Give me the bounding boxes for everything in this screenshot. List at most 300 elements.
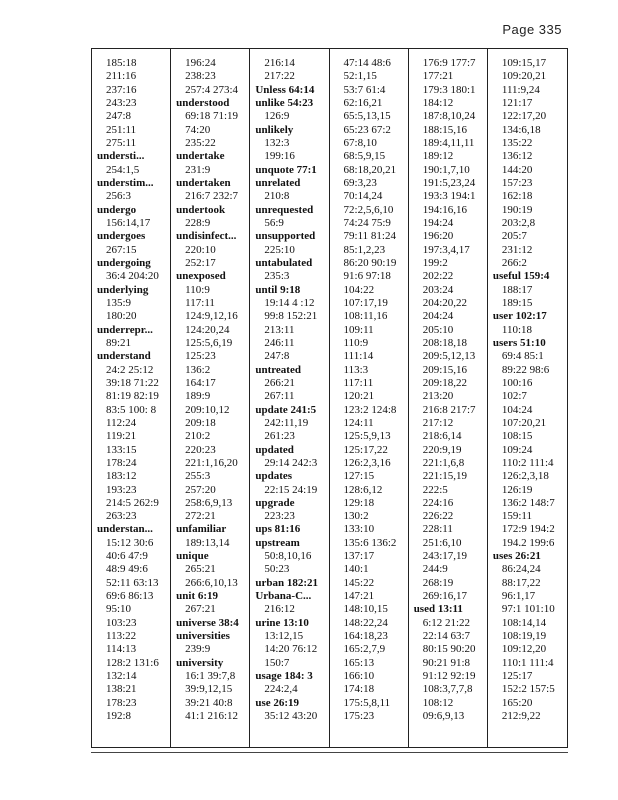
index-term: underrepr... [97, 323, 153, 336]
bottom-rule [91, 752, 568, 753]
index-reference: 107:20,21 [501, 416, 547, 429]
index-reference: 125:5,9,13 [343, 430, 391, 443]
index-reference: 239:9 [185, 643, 211, 656]
index-reference: 72:2,5,6,10 [343, 203, 394, 216]
index-term: Urbana-C... [255, 590, 312, 603]
index-reference: 224:2,4 [264, 683, 298, 696]
index-reference: 123:2 124:8 [343, 403, 397, 416]
index-reference: 132:3 [264, 136, 290, 149]
index-reference: 164:18,23 [343, 630, 388, 643]
index-reference: 220:10 [185, 243, 216, 256]
index-reference: 81:19 82:19 [106, 390, 159, 403]
index-reference: 175:5,8,11 [343, 696, 391, 709]
index-reference: 125:17,22 [343, 443, 388, 456]
index-reference: 190:1,7,10 [422, 163, 470, 176]
index-reference: 65:23 67:2 [343, 123, 391, 136]
index-reference: 104:22 [343, 283, 375, 296]
index-reference: 180:20 [106, 310, 137, 323]
index-reference: 244:9 [422, 563, 448, 576]
index-reference: 126:19 [501, 483, 533, 496]
index-reference: 205:10 [422, 323, 454, 336]
index-reference: 174:18 [343, 683, 375, 696]
index-reference: 110:9 [185, 283, 210, 296]
index-reference: 263:23 [106, 510, 137, 523]
index-reference: 196:24 [185, 57, 216, 69]
index-reference: 216:12 [264, 603, 295, 616]
index-reference: 133:15 [106, 443, 137, 456]
index-reference: 189:4,11,11 [422, 136, 475, 149]
index-reference: 128:6,12 [343, 483, 383, 496]
index-reference: 97:1 101:10 [501, 603, 555, 616]
index-reference: 162:18 [501, 190, 533, 203]
index-reference: 109:11 [343, 323, 374, 336]
index-reference: 52:11 63:13 [106, 576, 159, 589]
index-term: undertaken [176, 176, 231, 189]
index-reference: 90:21 91:8 [422, 656, 471, 669]
index-reference: 48:9 49:6 [106, 563, 148, 576]
index-reference: 178:23 [106, 696, 137, 709]
index-reference: 145:22 [343, 576, 375, 589]
index-reference: 119:21 [106, 430, 137, 443]
index-reference: 114:13 [106, 643, 137, 656]
index-reference: 74:20 [185, 123, 211, 136]
index-term: understan... [97, 523, 153, 536]
index-reference: 136:2 148:7 [501, 496, 555, 509]
index-reference: 108:14,14 [501, 616, 547, 629]
index-reference: 117:11 [185, 296, 215, 309]
index-reference: 204:20,22 [422, 296, 467, 309]
index-reference: 216:8 217:7 [422, 403, 476, 416]
index-term: use 26:19 [255, 696, 300, 709]
index-term: urban 182:21 [255, 576, 318, 589]
index-term: understood [176, 96, 230, 109]
index-reference: 108:15 [501, 430, 533, 443]
index-reference: 209:18,22 [422, 376, 467, 389]
index-reference: 210:2 [185, 430, 211, 443]
index-reference: 165:2,7,9 [343, 643, 386, 656]
index-reference: 107:17,19 [343, 296, 388, 309]
index-reference: 221:1,16,20 [185, 456, 238, 469]
index-reference: 251:11 [106, 123, 137, 136]
index-reference: 205:7 [501, 230, 527, 243]
index-reference: 109:20,21 [501, 70, 547, 83]
index-reference: 96:1,17 [501, 590, 536, 603]
index-reference: 231:9 [185, 163, 211, 176]
index-reference: 35:12 43:20 [264, 710, 318, 723]
index-reference: 165:13 [343, 656, 375, 669]
index-column-2 [171, 49, 250, 747]
index-reference: 135:6 136:2 [343, 536, 397, 549]
index-reference: 225:10 [264, 243, 295, 256]
index-reference: 179:3 180:1 [422, 83, 476, 96]
index-column-3 [250, 49, 329, 747]
index-reference: 220:9,19 [422, 443, 462, 456]
index-reference: 36:4 204:20 [106, 270, 159, 283]
index-reference: 147:21 [343, 590, 375, 603]
index-reference: 235:3 [264, 270, 290, 283]
index-reference: 127:15 [343, 470, 375, 483]
index-reference: 150:7 [264, 656, 290, 669]
index-reference: 189:9 [185, 390, 211, 403]
index-term: upgrade [255, 496, 295, 509]
index-reference: 251:6,10 [422, 536, 462, 549]
index-term: user 102:17 [492, 310, 547, 323]
index-reference: 176:9 177:7 [422, 57, 476, 69]
index-reference: 110:18 [501, 323, 533, 336]
index-reference: 235:22 [185, 136, 216, 149]
index-reference: 91:6 97:18 [343, 270, 391, 283]
index-term: update 241:5 [255, 403, 317, 416]
index-reference: 209:5,12,13 [422, 350, 476, 363]
index-term: updated [255, 443, 294, 456]
index-reference: 267:15 [106, 243, 137, 256]
index-reference: 19:14 4 :12 [264, 296, 315, 309]
index-reference: 203:2,8 [501, 216, 536, 229]
index-reference: 165:20 [501, 696, 533, 709]
index-reference: 88:17,22 [501, 576, 541, 589]
index-reference: 68:5,9,15 [343, 150, 386, 163]
index-reference: 15:12 30:6 [106, 536, 154, 549]
index-reference: 157:23 [501, 176, 533, 189]
index-reference: 124:11 [343, 416, 374, 429]
index-reference: 86:24,24 [501, 563, 541, 576]
index-reference: 69:3,23 [343, 176, 377, 189]
index-term: unit 6:19 [176, 590, 219, 603]
index-reference: 224:16 [422, 496, 454, 509]
index-reference: 39:21 40:8 [185, 696, 233, 709]
index-reference: 209:15,16 [422, 363, 467, 376]
index-reference: 113:22 [106, 630, 137, 643]
index-reference: 69:4 85:1 [501, 350, 544, 363]
index-reference: 218:6,14 [422, 430, 462, 443]
index-reference: 247:8 [106, 110, 132, 123]
index-term: understand [97, 350, 151, 363]
index-reference: 193:23 [106, 483, 137, 496]
index-reference: 197:3,4,17 [422, 243, 470, 256]
index-reference: 209:10,12 [185, 403, 230, 416]
index-reference: 108:11,16 [343, 310, 388, 323]
index-reference: 265:21 [185, 563, 216, 576]
index-reference: 267:21 [185, 603, 216, 616]
index-column-5 [409, 49, 488, 747]
index-reference: 228:11 [422, 523, 453, 536]
index-reference: 126:9 [264, 110, 290, 123]
index-reference: 140:1 [343, 563, 369, 576]
index-reference: 124:20,24 [185, 323, 230, 336]
index-reference: 212:9,22 [501, 710, 541, 723]
index-reference: 226:22 [422, 510, 454, 523]
index-term: urine 13:10 [255, 616, 309, 629]
index-reference: 210:8 [264, 190, 290, 203]
index-reference: 135:9 [106, 296, 132, 309]
index-column-6 [488, 49, 567, 747]
index-term: undergoes [97, 230, 146, 243]
index-reference: 110:1 111:4 [501, 656, 554, 669]
index-reference: 134:6,18 [501, 123, 541, 136]
index-reference: 188:17 [501, 283, 533, 296]
index-reference: 130:2 [343, 510, 369, 523]
index-reference: 223:23 [264, 510, 295, 523]
index-reference: 196:20 [422, 230, 454, 243]
index-term: unrelated [255, 176, 301, 189]
index-reference: 133:10 [343, 523, 375, 536]
index-reference: 266:21 [264, 376, 295, 389]
index-reference: 29:14 242:3 [264, 456, 318, 469]
index-reference: 69:18 71:19 [185, 110, 239, 123]
index-reference: 16:1 39:7,8 [185, 670, 236, 683]
index-reference: 237:16 [106, 83, 137, 96]
index-reference: 214:5 262:9 [106, 496, 159, 509]
index-reference: 189:13,14 [185, 536, 230, 549]
index-reference: 39:9,12,15 [185, 683, 233, 696]
index-term: untabulated [255, 256, 313, 269]
index-reference: 252:17 [185, 256, 216, 269]
index-reference: 62:16,21 [343, 96, 383, 109]
index-reference: 120:21 [343, 390, 375, 403]
index-reference: 125:5,6,19 [185, 336, 233, 349]
index-reference: 254:1,5 [106, 163, 140, 176]
index-term: uses 26:21 [492, 550, 541, 563]
index-reference: 70:14,24 [343, 190, 383, 203]
index-reference: 95:10 [106, 603, 132, 616]
index-term: until 9:18 [255, 283, 301, 296]
index-reference: 216:7 232:7 [185, 190, 239, 203]
index-reference: 269:16,17 [422, 590, 467, 603]
index-reference: 183:12 [106, 470, 137, 483]
index-reference: 50:8,10,16 [264, 550, 312, 563]
index-reference: 156:14,17 [106, 216, 151, 229]
index-reference: 199:16 [264, 150, 295, 163]
index-reference: 268:19 [422, 576, 454, 589]
index-term: ups 81:16 [255, 523, 301, 536]
index-reference: 193:3 194:1 [422, 190, 476, 203]
index-reference: 228:9 [185, 216, 211, 229]
index-term: unexposed [176, 270, 226, 283]
index-reference: 09:6,9,13 [422, 710, 465, 723]
index-reference: 79:11 81:24 [343, 230, 396, 243]
index-term: users 51:10 [492, 336, 546, 349]
index-reference: 144:20 [501, 163, 533, 176]
index-reference: 178:24 [106, 456, 137, 469]
index-reference: 189:12 [422, 150, 454, 163]
index-reference: 109:12,20 [501, 643, 547, 656]
index-reference: 137:17 [343, 550, 375, 563]
index-reference: 231:12 [501, 243, 533, 256]
index-term: upstream [255, 536, 300, 549]
index-reference: 83:5 100: 8 [106, 403, 157, 416]
index-reference: 148:22,24 [343, 616, 388, 629]
index-reference: 194:24 [422, 216, 454, 229]
index-reference: 74:24 75:9 [343, 216, 391, 229]
index-reference: 184:12 [422, 96, 454, 109]
index-reference: 275:11 [106, 136, 137, 149]
index-reference: 221:15,19 [422, 470, 467, 483]
index-reference: 243:23 [106, 96, 137, 109]
index-reference: 194.2 199:6 [501, 536, 555, 549]
index-reference: 50:23 [264, 563, 290, 576]
index-reference: 89:22 98:6 [501, 363, 550, 376]
index-reference: 108:12 [422, 696, 454, 709]
index-reference: 117:11 [343, 376, 374, 389]
index-reference: 100:16 [501, 376, 533, 389]
index-reference: 113:3 [343, 363, 369, 376]
index-reference: 209:18 [185, 416, 216, 429]
index-reference: 185:18 [106, 57, 137, 69]
index-term: usage 184: 3 [255, 670, 313, 683]
index-reference: 136:2 [185, 363, 211, 376]
index-reference: 111:9,24 [501, 83, 540, 96]
index-reference: 216:14 [264, 57, 295, 69]
index-reference: 220:23 [185, 443, 216, 456]
index-reference: 203:24 [422, 283, 454, 296]
index-reference: 126:2,3,16 [343, 456, 391, 469]
index-reference: 86:20 90:19 [343, 256, 397, 269]
index-reference: 22:14 63:7 [422, 630, 471, 643]
index-reference: 14:20 76:12 [264, 643, 318, 656]
index-term: used 13:11 [413, 603, 463, 616]
index-term: unlikely [255, 123, 294, 136]
index-reference: 190:19 [501, 203, 533, 216]
index-term: unfamiliar [176, 523, 227, 536]
index-term: undertake [176, 150, 225, 163]
index-reference: 108:19,19 [501, 630, 547, 643]
index-reference: 242:11,19 [264, 416, 309, 429]
index-reference: 122:17,20 [501, 110, 547, 123]
index-term: unrequested [255, 203, 314, 216]
index-reference: 187:8,10,24 [422, 110, 476, 123]
index-reference: 6:12 21:22 [422, 616, 471, 629]
index-term: undergoing [97, 256, 151, 269]
index-reference: 85:1,2,23 [343, 243, 386, 256]
index-reference: 13:12,15 [264, 630, 304, 643]
index-reference: 132:14 [106, 670, 137, 683]
index-reference: 135:22 [501, 136, 533, 149]
index-term: university [176, 656, 224, 669]
index-reference: 213:20 [422, 390, 454, 403]
index-reference: 261:23 [264, 430, 295, 443]
index-reference: 102:7 [501, 390, 527, 403]
index-reference: 175:23 [343, 710, 375, 723]
index-reference: 189:15 [501, 296, 533, 309]
index-reference: 272:21 [185, 510, 216, 523]
index-reference: 258:6,9,13 [185, 496, 233, 509]
index-reference: 266:6,10,13 [185, 576, 238, 589]
index-term: updates [255, 470, 293, 483]
index-reference: 266:2 [501, 256, 527, 269]
index-term: undergo [97, 203, 137, 216]
index-reference: 124:9,12,16 [185, 310, 238, 323]
index-term: undisinfect... [176, 230, 237, 243]
index-reference: 41:1 216:12 [185, 710, 239, 723]
index-reference: 40:6 47:9 [106, 550, 148, 563]
index-reference: 39:18 71:22 [106, 376, 159, 389]
index-reference: 217:12 [422, 416, 454, 429]
index-reference: 136:12 [501, 150, 533, 163]
index-reference: 246:11 [264, 336, 295, 349]
index-reference: 125:17 [501, 670, 533, 683]
index-reference: 202:22 [422, 270, 454, 283]
index-column-1 [92, 49, 171, 747]
index-term: undertook [176, 203, 226, 216]
index-reference: 103:23 [106, 616, 137, 629]
index-reference: 47:14 48:6 [343, 57, 391, 69]
index-reference: 52:1,15 [343, 70, 377, 83]
index-reference: 255:3 [185, 470, 211, 483]
index-reference: 65:5,13,15 [343, 110, 391, 123]
index-reference: 191:5,23,24 [422, 176, 476, 189]
index-term: universe 38:4 [176, 616, 239, 629]
index-term: understi... [97, 150, 145, 163]
index-reference: 125:23 [185, 350, 216, 363]
index-reference: 129:18 [343, 496, 375, 509]
index-reference: 108:3,7,7,8 [422, 683, 473, 696]
index-reference: 188:15,16 [422, 123, 467, 136]
index-column-4 [330, 49, 409, 747]
page-number: Page 335 [502, 22, 562, 37]
index-reference: 148:10,15 [343, 603, 388, 616]
index-term: understim... [97, 176, 154, 189]
index-reference: 68:18,20,21 [343, 163, 397, 176]
index-reference: 91:12 92:19 [422, 670, 476, 683]
index-reference: 56:9 [264, 216, 284, 229]
index-reference: 257:4 273:4 [185, 83, 239, 96]
index-reference: 267:11 [264, 390, 295, 403]
index-reference: 109:24 [501, 443, 533, 456]
index-reference: 164:17 [185, 376, 216, 389]
index-reference: 211:16 [106, 70, 137, 83]
index-reference: 104:24 [501, 403, 533, 416]
index-reference: 110:9 [343, 336, 369, 349]
index-reference: 99:8 152:21 [264, 310, 318, 323]
index-reference: 243:17,19 [422, 550, 467, 563]
index-reference: 53:7 61:4 [343, 83, 386, 96]
index-reference: 80:15 90:20 [422, 643, 476, 656]
index-term: untreated [255, 363, 301, 376]
index-reference: 257:20 [185, 483, 216, 496]
index-reference: 166:10 [343, 670, 375, 683]
index-term: unlike 54:23 [255, 96, 314, 109]
index-reference: 256:3 [106, 190, 132, 203]
index-term: unsupported [255, 230, 316, 243]
index-reference: 192:8 [106, 710, 132, 723]
index-reference: 109:15,17 [501, 57, 547, 69]
index-reference: 247:8 [264, 350, 290, 363]
index-reference: 69:6 86:13 [106, 590, 154, 603]
index-reference: 126:2,3,18 [501, 470, 549, 483]
index-reference: 121:17 [501, 96, 533, 109]
index-reference: 89:21 [106, 336, 132, 349]
index-reference: 110:2 111:4 [501, 456, 554, 469]
index-reference: 24:2 25:12 [106, 363, 154, 376]
index-reference: 208:18,18 [422, 336, 467, 349]
index-reference: 221:1,6,8 [422, 456, 465, 469]
index-term: unquote 77:1 [255, 163, 317, 176]
index-reference: 199:2 [422, 256, 448, 269]
index-reference: 138:21 [106, 683, 137, 696]
index-reference: 172:9 194:2 [501, 523, 555, 536]
index-reference: 152:2 157:5 [501, 683, 555, 696]
index-reference: 238:23 [185, 70, 216, 83]
index-term: Unless 64:14 [255, 83, 315, 96]
index-reference: 217:22 [264, 70, 295, 83]
index-reference: 204:24 [422, 310, 454, 323]
index-term: underlying [97, 283, 149, 296]
index-term: unique [176, 550, 209, 563]
index-reference: 159:11 [501, 510, 533, 523]
index-reference: 194:16,16 [422, 203, 467, 216]
index-reference: 222:5 [422, 483, 448, 496]
index-reference: 112:24 [106, 416, 137, 429]
